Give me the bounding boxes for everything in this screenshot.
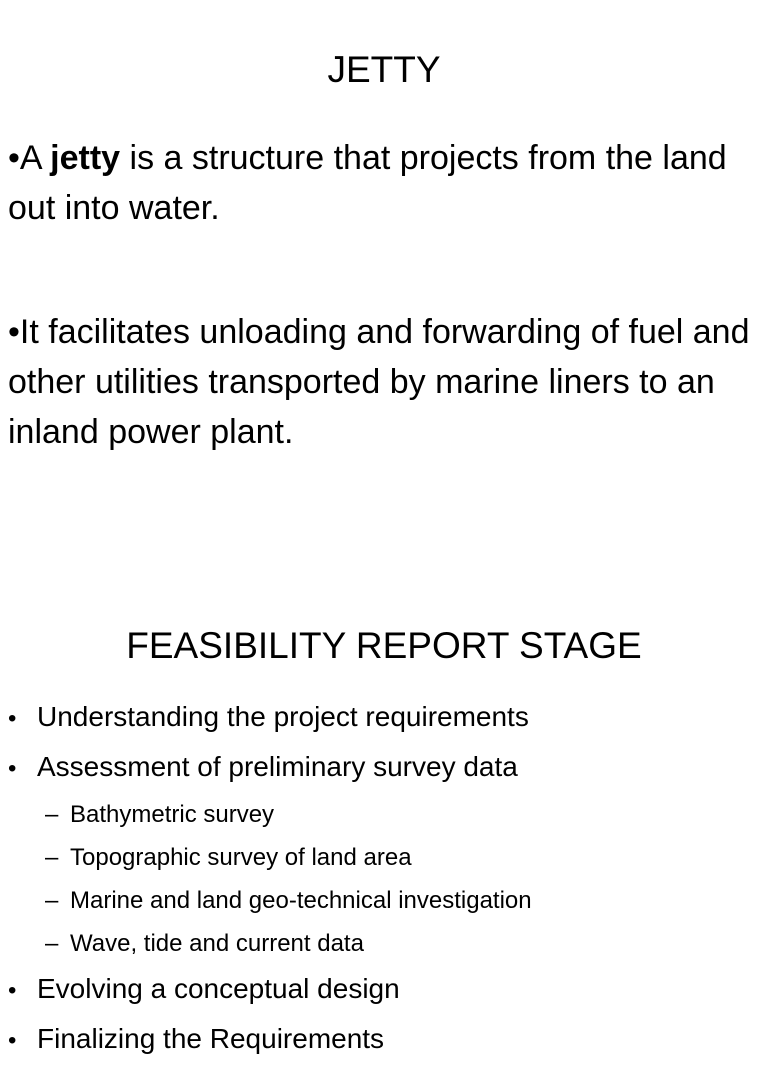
list-item — [8, 693, 758, 743]
list-item-text: Finalizing the Requirements — [37, 1023, 385, 1054]
bullet-prefix: •A — [8, 139, 51, 177]
list-item-text: Assessment of preliminary survey data — [37, 751, 518, 782]
sub-item-text: Marine and land geo-technical investigation — [70, 887, 532, 914]
list-item — [8, 1015, 758, 1065]
dash-glyph: – — [45, 887, 59, 914]
list-item-text: Evolving a conceptual design — [37, 973, 400, 1004]
dash-glyph: – — [45, 801, 59, 828]
sub-item-text: Bathymetric survey — [70, 801, 275, 828]
bullet-glyph: • — [8, 705, 17, 732]
dash-glyph: – — [45, 844, 59, 871]
sub-list-item — [8, 922, 758, 965]
sub-list-item — [8, 879, 758, 922]
feasibility-list — [8, 693, 758, 1065]
jetty-term: jetty — [50, 139, 121, 177]
list-item-text: Understanding the project requirements — [37, 701, 529, 732]
bullet-glyph: • — [8, 977, 17, 1004]
definition-text: is a structure that projects from the land out into water. — [8, 139, 727, 227]
list-item — [8, 743, 758, 793]
sub-item-text: Wave, tide and current data — [70, 930, 364, 957]
slide-feasibility — [0, 590, 768, 1054]
sub-list-item — [8, 793, 758, 836]
bullet-glyph: • — [8, 1027, 17, 1054]
sub-list-item — [8, 836, 758, 879]
dash-glyph: – — [45, 930, 59, 957]
sub-item-text: Topographic survey of land area — [70, 844, 412, 871]
jetty-purpose: •It facilitates unloading and forwarding of fuel and other utilities transported by marine liners to an inland power plant. — [8, 313, 750, 451]
jetty-definition — [8, 133, 758, 233]
slide-title: FEASIBILITY REPORT STAGE — [126, 625, 642, 666]
bullet-glyph: • — [8, 755, 17, 782]
slide-title: JETTY — [327, 49, 441, 90]
list-item — [8, 965, 758, 1015]
